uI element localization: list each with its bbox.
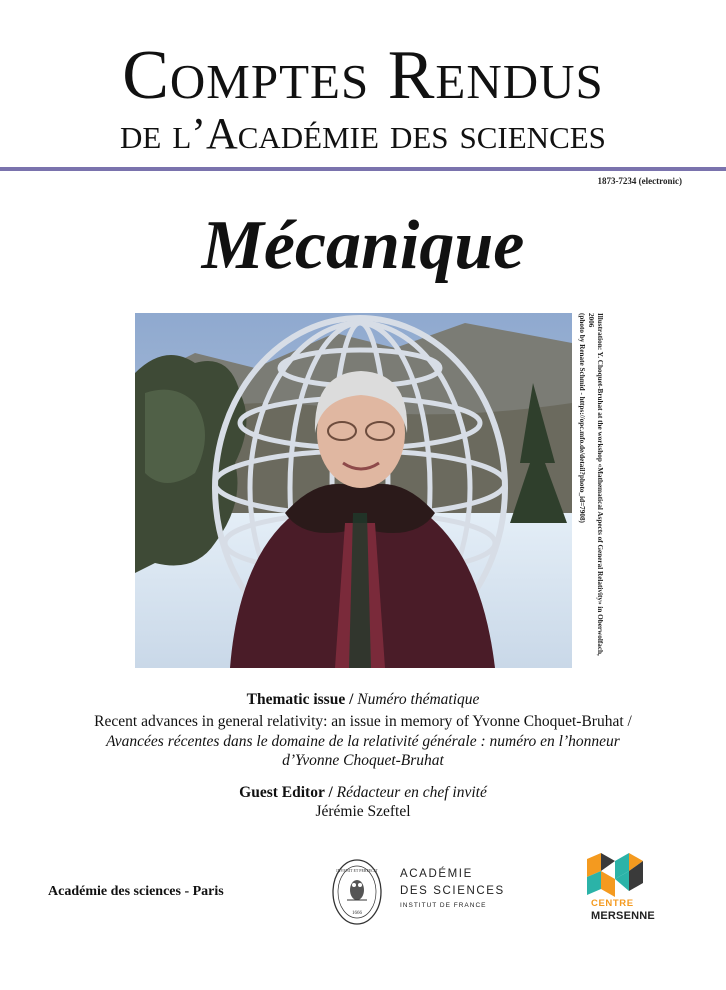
- cover-photo: [135, 313, 572, 668]
- header-rule: [0, 167, 726, 171]
- academie-line2: DES SCIENCES: [400, 885, 505, 897]
- issn-label: 1873-7234 (electronic): [597, 176, 682, 186]
- seal-year: 1666: [352, 911, 362, 916]
- thematic-heading: Thematic issue / Numéro thématique: [246, 691, 480, 708]
- description-fr: Avancées récentes dans le domaine de la relativité générale : numéro en l’honneur d’Yvonne Choquet-Bruhat: [106, 732, 620, 769]
- journal-subtitle: de l’Académie des sciences: [120, 109, 606, 158]
- mersenne-line1: CENTRE: [591, 898, 634, 909]
- academie-line3: INSTITUT DE FRANCE: [400, 902, 487, 909]
- academie-seal-icon: [331, 858, 383, 926]
- description-en: Recent advances in general relativity: an issue in memory of Yvonne Choquet-Bruhat: [94, 713, 624, 730]
- issue-description: Recent advances in general relativity: an issue in memory of Yvonne Choquet-Bruhat / Avancées récentes dans le domaine de la relativité générale : numéro en l’honneur d’Yvonne Choquet-Bruhat: [94, 713, 632, 769]
- guest-editor-label: Guest Editor: [239, 784, 325, 801]
- thematic-label-fr: Numéro thématique: [357, 691, 480, 708]
- journal-title: Comptes Rendus: [122, 37, 604, 114]
- section-title: Mécanique: [201, 207, 525, 284]
- guest-editor-heading: Guest Editor / Rédacteur en chef invité: [239, 784, 487, 801]
- academie-line1: ACADÉMIE: [400, 868, 473, 880]
- thematic-label: Thematic issue: [246, 691, 346, 708]
- seal-motto: INVENIT ET PERFECIT: [336, 868, 378, 873]
- mersenne-text: [591, 898, 655, 922]
- mersenne-line2: MERSENNE: [591, 910, 655, 922]
- photo-credit-line2: (photo by Renate Schmid - https://opc.mfo.de/detail?photo_id=7908): [578, 313, 586, 523]
- mersenne-logo-icon: [587, 853, 649, 903]
- publisher-label: Académie des sciences - Paris: [48, 884, 224, 899]
- photo-credit-line1: Illustration: Y. Choquet-Bruhat at the workshop «Mathematical Aspects of General Relativity» in Oberwolfach, 2006: [587, 313, 604, 656]
- guest-editor-name: Jérémie Szeftel: [315, 803, 411, 820]
- guest-editor-label-fr: Rédacteur en chef invité: [336, 784, 487, 801]
- academie-logo: [400, 866, 505, 912]
- photo-credit: [576, 313, 604, 668]
